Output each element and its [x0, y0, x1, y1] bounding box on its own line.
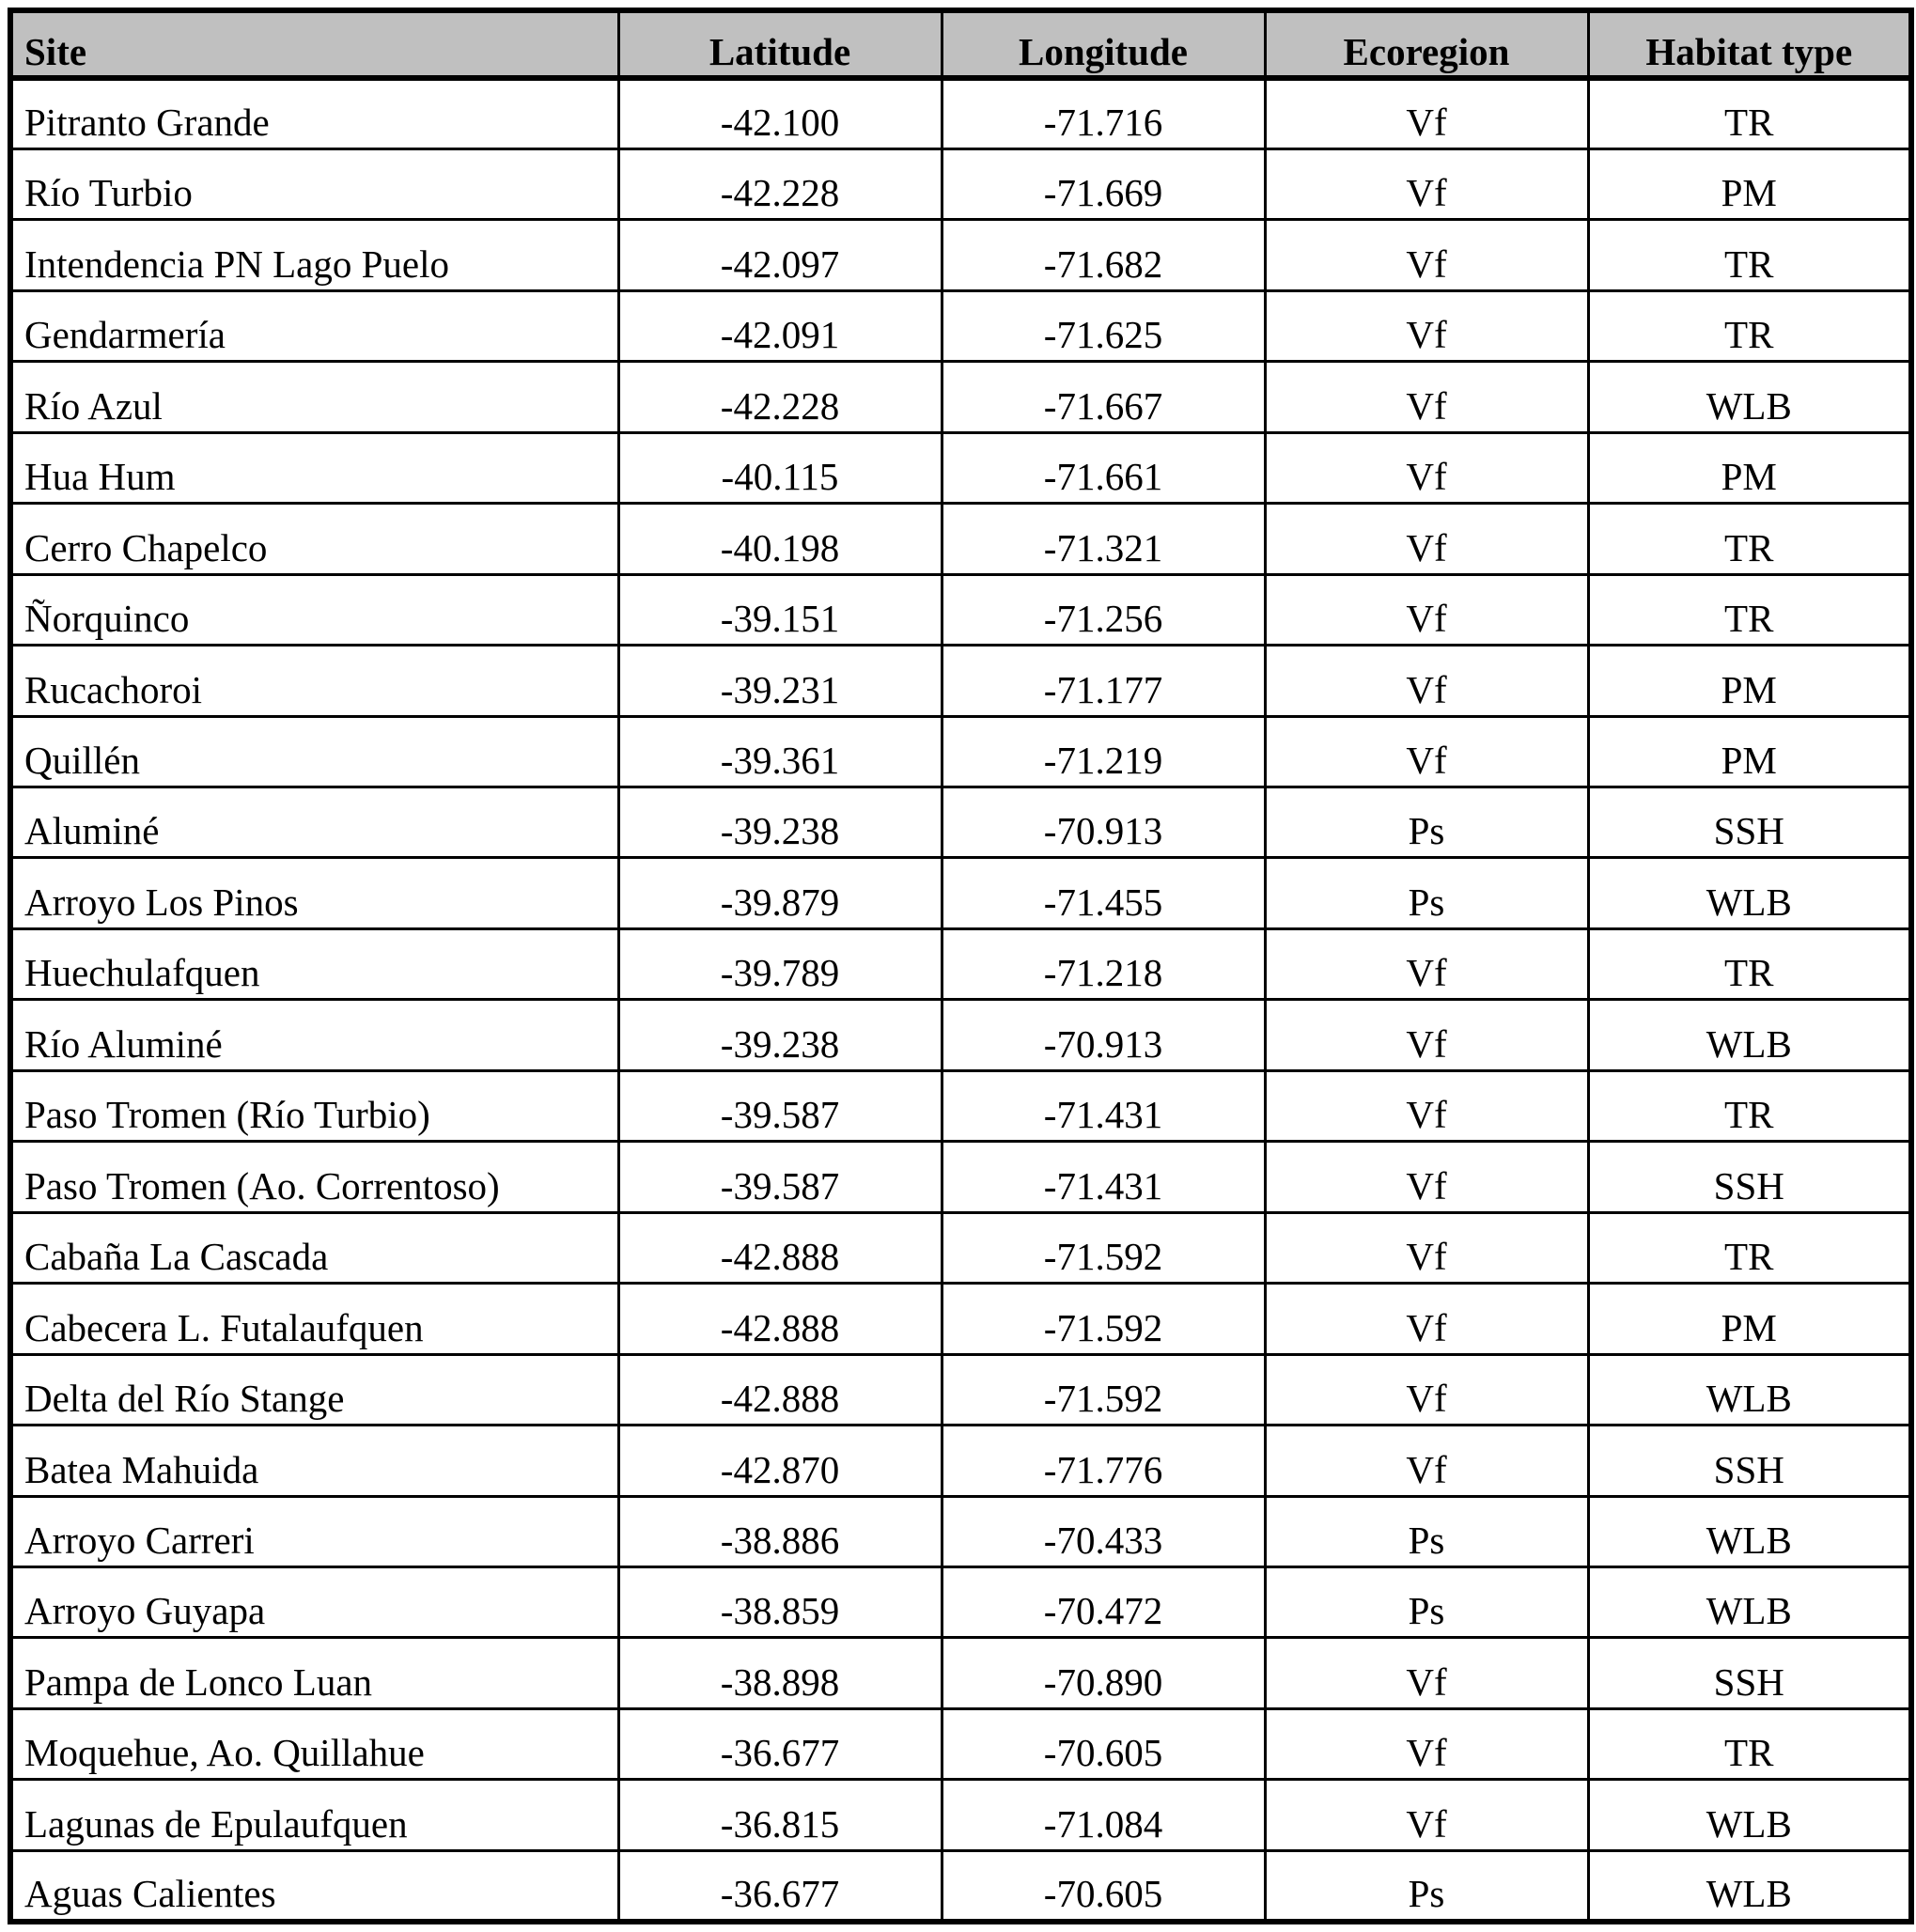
- longitude-cell: -71.455: [942, 858, 1265, 928]
- table-row: [10, 290, 1911, 361]
- table-row: [10, 787, 1911, 858]
- longitude-cell: -71.661: [942, 432, 1265, 503]
- longitude-cell: -71.625: [942, 290, 1265, 361]
- habitat-type-cell: TR: [1588, 928, 1911, 999]
- table-row: [10, 1638, 1911, 1708]
- site-cell: Cabecera L. Futalaufquen: [10, 1284, 618, 1354]
- site-cell: Intendencia PN Lago Puelo: [10, 220, 618, 290]
- latitude-cell: -42.100: [618, 78, 942, 148]
- habitat-type-cell: WLB: [1588, 1354, 1911, 1425]
- ecoregion-cell: Vf: [1265, 1070, 1588, 1141]
- latitude-cell: -39.587: [618, 1070, 942, 1141]
- latitude-cell: -42.228: [618, 362, 942, 432]
- longitude-cell: -71.431: [942, 1070, 1265, 1141]
- table-row: [10, 362, 1911, 432]
- latitude-cell: -40.115: [618, 432, 942, 503]
- ecoregion-cell: Vf: [1265, 716, 1588, 787]
- table-row: [10, 504, 1911, 574]
- habitat-type-cell: TR: [1588, 1212, 1911, 1283]
- site-cell: Aguas Calientes: [10, 1850, 618, 1922]
- ecoregion-cell: Vf: [1265, 1638, 1588, 1708]
- column-header-ecoregion: Ecoregion: [1265, 10, 1588, 78]
- longitude-cell: -71.084: [942, 1780, 1265, 1850]
- site-cell: Arroyo Los Pinos: [10, 858, 618, 928]
- habitat-type-cell: PM: [1588, 432, 1911, 503]
- latitude-cell: -39.238: [618, 787, 942, 858]
- site-cell: Paso Tromen (Río Turbio): [10, 1070, 618, 1141]
- site-cell: Río Azul: [10, 362, 618, 432]
- latitude-cell: -42.888: [618, 1354, 942, 1425]
- latitude-cell: -42.888: [618, 1284, 942, 1354]
- table-row: [10, 1142, 1911, 1212]
- habitat-type-cell: TR: [1588, 1070, 1911, 1141]
- longitude-cell: -71.592: [942, 1354, 1265, 1425]
- habitat-type-cell: PM: [1588, 1284, 1911, 1354]
- habitat-type-cell: SSH: [1588, 787, 1911, 858]
- habitat-type-cell: WLB: [1588, 858, 1911, 928]
- site-cell: Cerro Chapelco: [10, 504, 618, 574]
- table-row: [10, 432, 1911, 503]
- longitude-cell: -71.716: [942, 78, 1265, 148]
- latitude-cell: -38.898: [618, 1638, 942, 1708]
- longitude-cell: -71.776: [942, 1426, 1265, 1496]
- habitat-type-cell: TR: [1588, 220, 1911, 290]
- ecoregion-cell: Vf: [1265, 1426, 1588, 1496]
- table-row: [10, 646, 1911, 716]
- longitude-cell: -71.431: [942, 1142, 1265, 1212]
- site-cell: Batea Mahuida: [10, 1426, 618, 1496]
- table-row: [10, 1354, 1911, 1425]
- column-header-latitude: Latitude: [618, 10, 942, 78]
- site-cell: Quillén: [10, 716, 618, 787]
- table-row: [10, 928, 1911, 999]
- site-cell: Gendarmería: [10, 290, 618, 361]
- sites-table: [8, 8, 1914, 1924]
- latitude-cell: -36.677: [618, 1850, 942, 1922]
- site-cell: Paso Tromen (Ao. Correntoso): [10, 1142, 618, 1212]
- site-cell: Pitranto Grande: [10, 78, 618, 148]
- habitat-type-cell: TR: [1588, 290, 1911, 361]
- ecoregion-cell: Vf: [1265, 1212, 1588, 1283]
- ecoregion-cell: Vf: [1265, 362, 1588, 432]
- longitude-cell: -71.682: [942, 220, 1265, 290]
- table-row: [10, 1708, 1911, 1779]
- ecoregion-cell: Vf: [1265, 1780, 1588, 1850]
- longitude-cell: -70.890: [942, 1638, 1265, 1708]
- habitat-type-cell: TR: [1588, 574, 1911, 645]
- table-row: [10, 716, 1911, 787]
- table-row: [10, 148, 1911, 219]
- table-row: [10, 220, 1911, 290]
- latitude-cell: -42.097: [618, 220, 942, 290]
- habitat-type-cell: SSH: [1588, 1638, 1911, 1708]
- longitude-cell: -71.669: [942, 148, 1265, 219]
- habitat-type-cell: TR: [1588, 78, 1911, 148]
- site-cell: Lagunas de Epulaufquen: [10, 1780, 618, 1850]
- table-row: [10, 1000, 1911, 1070]
- longitude-cell: -70.433: [942, 1496, 1265, 1566]
- latitude-cell: -42.091: [618, 290, 942, 361]
- longitude-cell: -71.321: [942, 504, 1265, 574]
- longitude-cell: -71.177: [942, 646, 1265, 716]
- table-row: [10, 1850, 1911, 1922]
- ecoregion-cell: Ps: [1265, 1496, 1588, 1566]
- site-cell: Delta del Río Stange: [10, 1354, 618, 1425]
- ecoregion-cell: Vf: [1265, 1354, 1588, 1425]
- habitat-type-cell: WLB: [1588, 1780, 1911, 1850]
- site-cell: Río Aluminé: [10, 1000, 618, 1070]
- habitat-type-cell: WLB: [1588, 1850, 1911, 1922]
- habitat-type-cell: PM: [1588, 716, 1911, 787]
- latitude-cell: -39.879: [618, 858, 942, 928]
- table-row: [10, 1496, 1911, 1566]
- table-row: [10, 858, 1911, 928]
- ecoregion-cell: Vf: [1265, 1708, 1588, 1779]
- site-cell: Arroyo Guyapa: [10, 1567, 618, 1638]
- table-row: [10, 574, 1911, 645]
- ecoregion-cell: Vf: [1265, 1284, 1588, 1354]
- latitude-cell: -42.888: [618, 1212, 942, 1283]
- ecoregion-cell: Vf: [1265, 646, 1588, 716]
- latitude-cell: -38.886: [618, 1496, 942, 1566]
- ecoregion-cell: Vf: [1265, 1000, 1588, 1070]
- latitude-cell: -39.238: [618, 1000, 942, 1070]
- latitude-cell: -39.789: [618, 928, 942, 999]
- table-body: [10, 78, 1911, 1922]
- longitude-cell: -70.913: [942, 1000, 1265, 1070]
- latitude-cell: -39.231: [618, 646, 942, 716]
- habitat-type-cell: WLB: [1588, 362, 1911, 432]
- latitude-cell: -42.228: [618, 148, 942, 219]
- site-cell: Pampa de Lonco Luan: [10, 1638, 618, 1708]
- latitude-cell: -38.859: [618, 1567, 942, 1638]
- table-header: [10, 10, 1911, 78]
- longitude-cell: -70.913: [942, 787, 1265, 858]
- ecoregion-cell: Vf: [1265, 220, 1588, 290]
- longitude-cell: -71.219: [942, 716, 1265, 787]
- latitude-cell: -40.198: [618, 504, 942, 574]
- table-row: [10, 1212, 1911, 1283]
- table-row: [10, 1070, 1911, 1141]
- ecoregion-cell: Ps: [1265, 1850, 1588, 1922]
- ecoregion-cell: Ps: [1265, 1567, 1588, 1638]
- latitude-cell: -36.815: [618, 1780, 942, 1850]
- habitat-type-cell: SSH: [1588, 1142, 1911, 1212]
- longitude-cell: -70.605: [942, 1708, 1265, 1779]
- table-row: [10, 1426, 1911, 1496]
- table-row: [10, 1780, 1911, 1850]
- habitat-type-cell: PM: [1588, 646, 1911, 716]
- site-cell: Huechulafquen: [10, 928, 618, 999]
- ecoregion-cell: Ps: [1265, 858, 1588, 928]
- habitat-type-cell: WLB: [1588, 1567, 1911, 1638]
- latitude-cell: -36.677: [618, 1708, 942, 1779]
- table-row: [10, 1284, 1911, 1354]
- column-header-longitude: Longitude: [942, 10, 1265, 78]
- site-cell: Cabaña La Cascada: [10, 1212, 618, 1283]
- site-cell: Ñorquinco: [10, 574, 618, 645]
- latitude-cell: -39.587: [618, 1142, 942, 1212]
- ecoregion-cell: Vf: [1265, 78, 1588, 148]
- habitat-type-cell: TR: [1588, 504, 1911, 574]
- longitude-cell: -71.218: [942, 928, 1265, 999]
- site-cell: Moquehue, Ao. Quillahue: [10, 1708, 618, 1779]
- header-row: [10, 10, 1911, 78]
- site-cell: Arroyo Carreri: [10, 1496, 618, 1566]
- latitude-cell: -39.361: [618, 716, 942, 787]
- longitude-cell: -71.592: [942, 1212, 1265, 1283]
- ecoregion-cell: Vf: [1265, 432, 1588, 503]
- ecoregion-cell: Vf: [1265, 1142, 1588, 1212]
- habitat-type-cell: PM: [1588, 148, 1911, 219]
- table-row: [10, 78, 1911, 148]
- ecoregion-cell: Vf: [1265, 928, 1588, 999]
- ecoregion-cell: Vf: [1265, 504, 1588, 574]
- table-row: [10, 1567, 1911, 1638]
- longitude-cell: -70.605: [942, 1850, 1265, 1922]
- ecoregion-cell: Vf: [1265, 290, 1588, 361]
- ecoregion-cell: Vf: [1265, 574, 1588, 645]
- habitat-type-cell: WLB: [1588, 1000, 1911, 1070]
- site-cell: Hua Hum: [10, 432, 618, 503]
- habitat-type-cell: TR: [1588, 1708, 1911, 1779]
- longitude-cell: -71.256: [942, 574, 1265, 645]
- latitude-cell: -39.151: [618, 574, 942, 645]
- latitude-cell: -42.870: [618, 1426, 942, 1496]
- site-cell: Aluminé: [10, 787, 618, 858]
- longitude-cell: -71.667: [942, 362, 1265, 432]
- longitude-cell: -70.472: [942, 1567, 1265, 1638]
- site-cell: Río Turbio: [10, 148, 618, 219]
- ecoregion-cell: Ps: [1265, 787, 1588, 858]
- column-header-habitat-type: Habitat type: [1588, 10, 1911, 78]
- ecoregion-cell: Vf: [1265, 148, 1588, 219]
- habitat-type-cell: WLB: [1588, 1496, 1911, 1566]
- longitude-cell: -71.592: [942, 1284, 1265, 1354]
- habitat-type-cell: SSH: [1588, 1426, 1911, 1496]
- site-cell: Rucachoroi: [10, 646, 618, 716]
- column-header-site: Site: [10, 10, 618, 78]
